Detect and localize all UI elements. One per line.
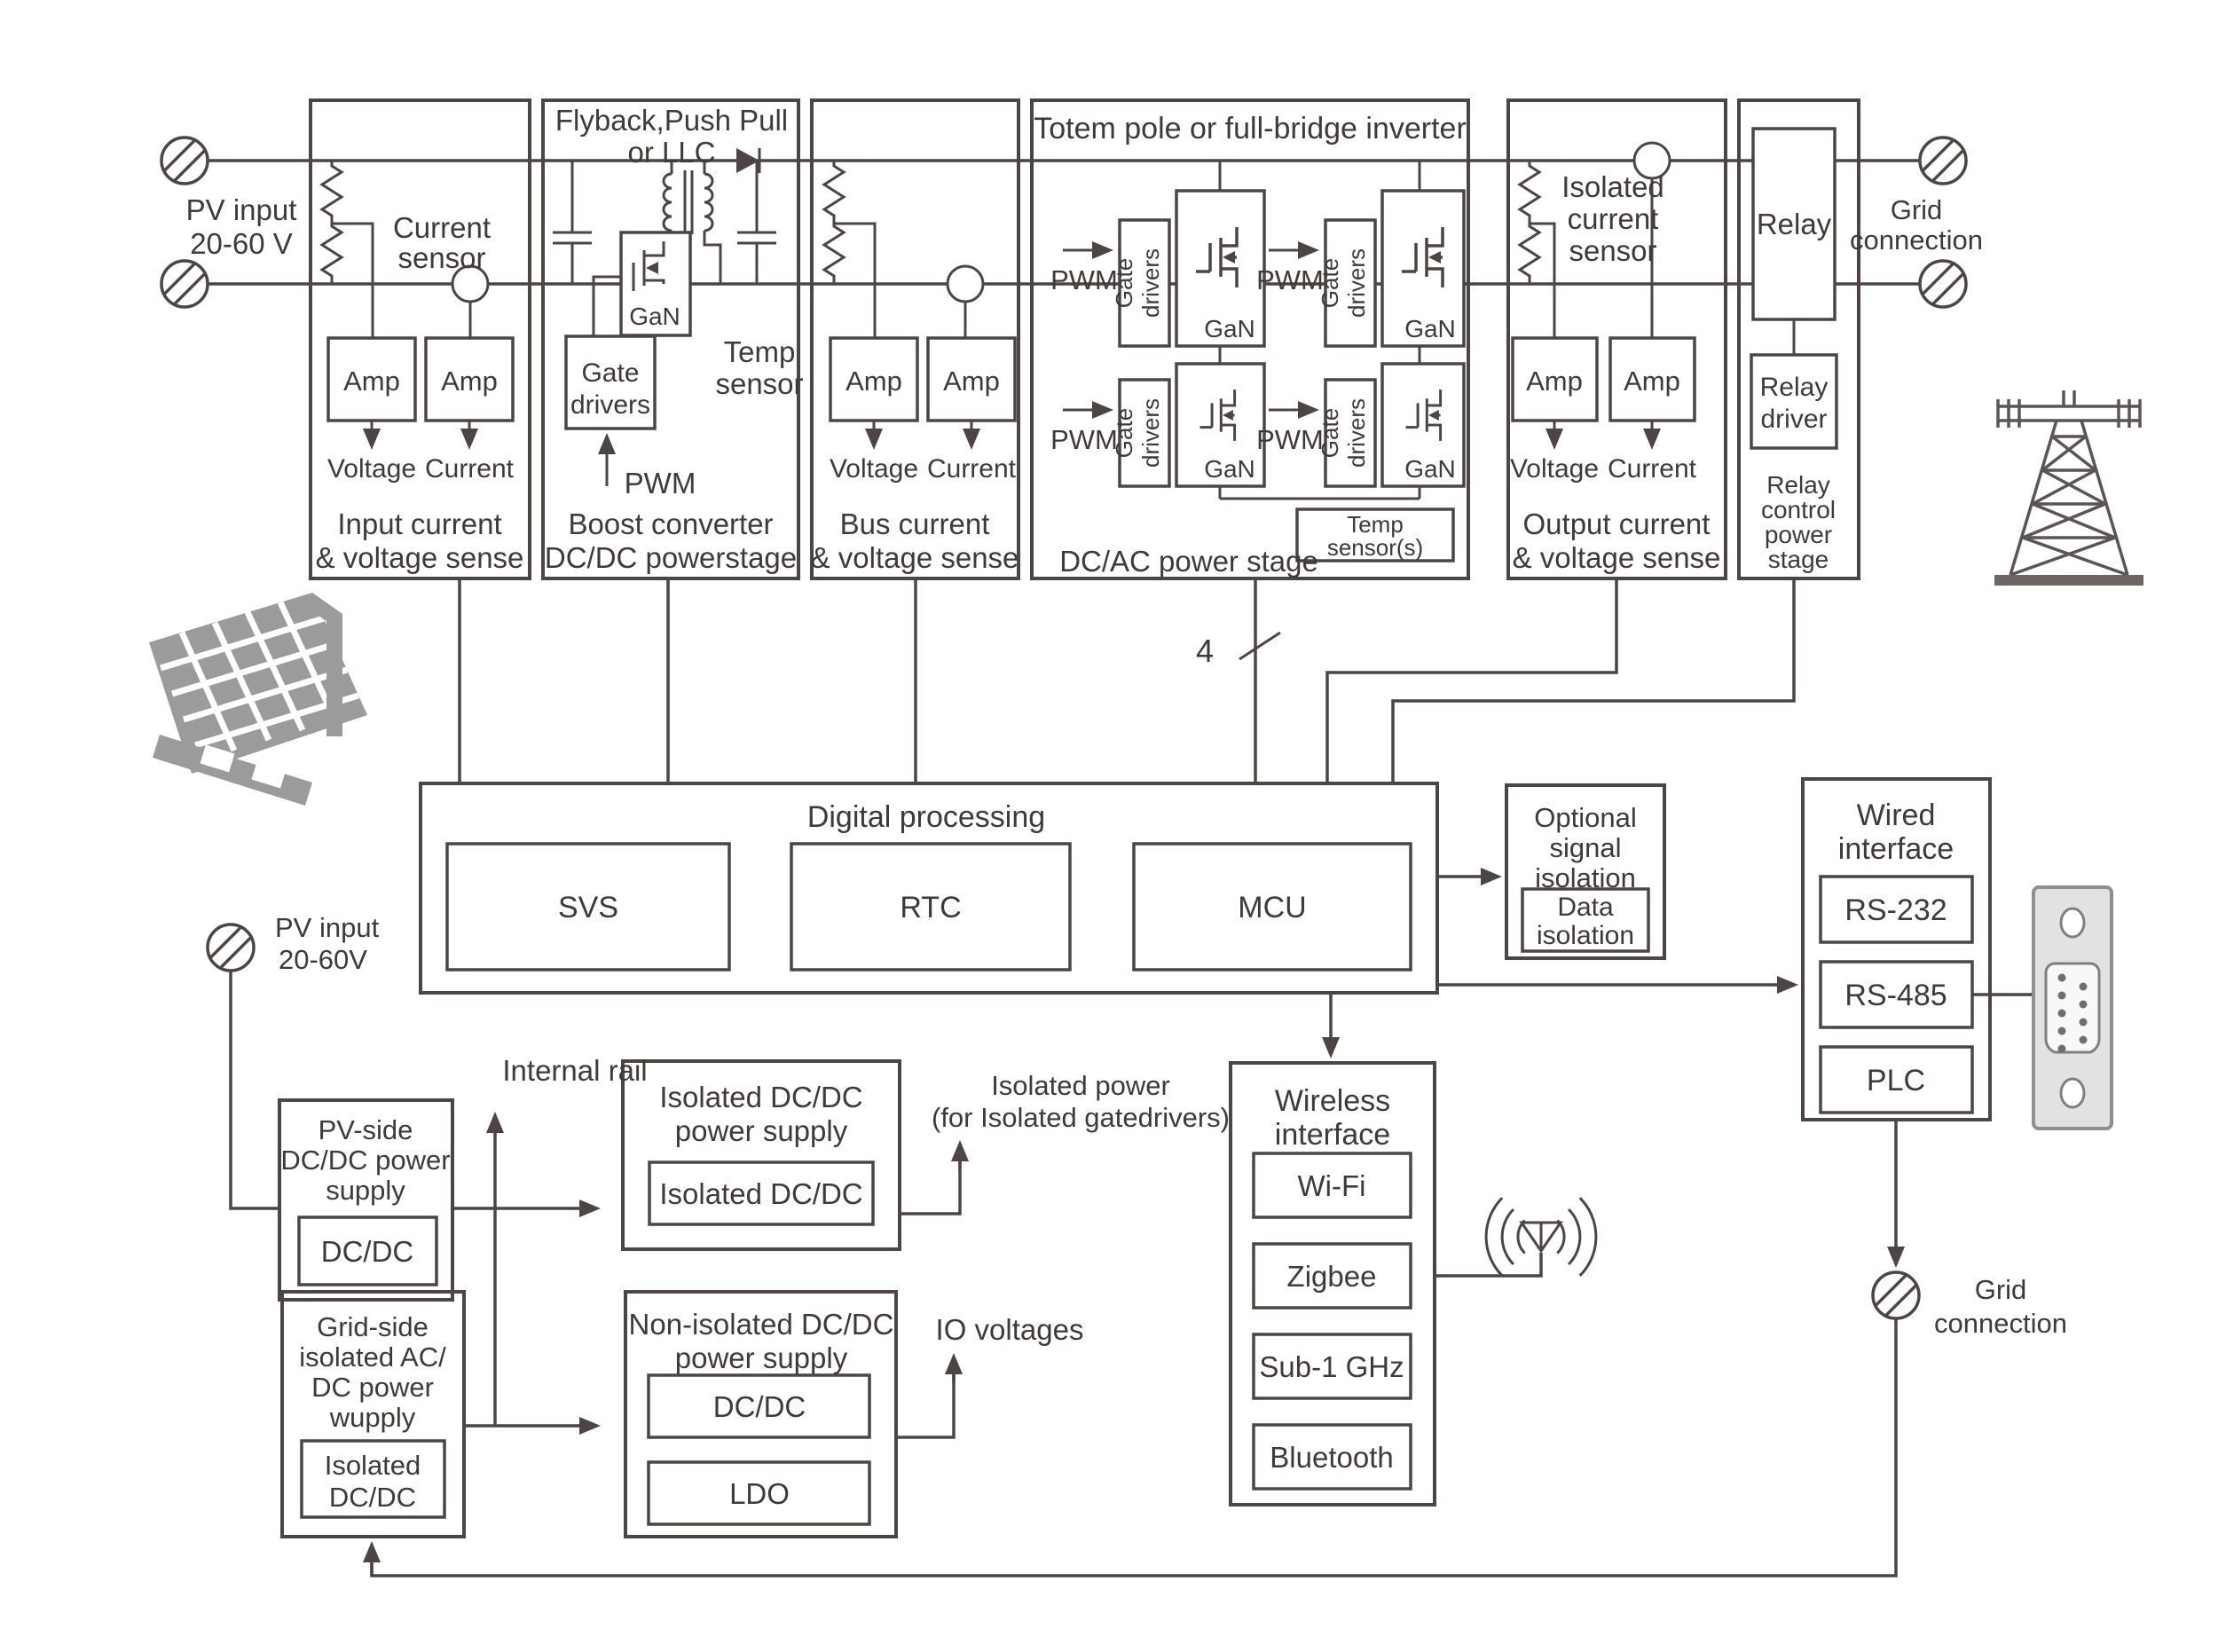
relay-label: Relay <box>1756 208 1832 240</box>
wire <box>1393 578 1794 783</box>
isolated-sensor-label: Isolated <box>1561 170 1664 203</box>
current-label: Current <box>1607 454 1697 484</box>
osi-title: signal <box>1549 832 1622 863</box>
pv-input-bottom-label: PV input <box>275 912 380 943</box>
voltage-label: Voltage <box>1509 454 1600 484</box>
pv-side-title: PV-side <box>318 1114 413 1145</box>
osi-title: Optional <box>1534 802 1637 833</box>
grid-side-title: Grid-side <box>317 1311 429 1342</box>
db9-connector-icon <box>2033 887 2112 1129</box>
voltage-label: Voltage <box>326 454 417 484</box>
gan-label: GaN <box>1404 315 1456 342</box>
current-label: Current <box>926 454 1017 484</box>
amp-label: Amp <box>343 366 400 397</box>
gate-drivers-label-rotated: drivers <box>1137 248 1164 319</box>
pv-terminal-icon <box>161 261 208 307</box>
temp-sensor-label: Temp <box>723 335 796 368</box>
grid-side-title: isolated AC/ <box>299 1341 446 1373</box>
iso-supply-title: Isolated DC/DC <box>659 1081 863 1113</box>
block-title: & voltage sense <box>1512 541 1721 574</box>
zigbee-label: Zigbee <box>1286 1260 1377 1293</box>
pv-input-bottom-label: 20-60V <box>279 944 367 975</box>
gate-drivers-label-rotated: Gate <box>1111 257 1137 309</box>
isolated-dcdc-label: Isolated DC/DC <box>659 1177 863 1210</box>
flyback-label: Flyback,Push Pull <box>554 104 789 137</box>
grid-side-title: wupply <box>329 1402 416 1433</box>
gan-label: GaN <box>629 303 680 330</box>
current-sensor-label: Current <box>392 211 492 244</box>
non-iso-title: Non-isolated DC/DC <box>628 1308 894 1341</box>
current-label: Current <box>424 454 515 484</box>
plc-label: PLC <box>1866 1064 1926 1097</box>
current-sensor-label: sensor <box>397 241 486 274</box>
temp-sensor-label: sensor <box>715 367 804 400</box>
wire <box>834 224 875 338</box>
mcu-label: MCU <box>1238 891 1307 924</box>
gan-label: GaN <box>1204 455 1255 483</box>
pwm-label: PWM <box>1256 424 1324 455</box>
grid-connection-label: Grid <box>1890 194 1943 225</box>
gan-label: GaN <box>1404 455 1456 483</box>
gate-drivers-label-rotated: drivers <box>1343 248 1370 319</box>
pv-side-title: supply <box>326 1175 405 1206</box>
pwm-label: PWM <box>1256 264 1324 295</box>
wireless-interface-title: Wireless <box>1274 1084 1391 1118</box>
grid-terminal-icon <box>1873 1272 1919 1318</box>
gate-drivers-label-rotated: Gate <box>1317 407 1343 459</box>
isolated-power-label: (for Isolated gatedrivers) <box>932 1102 1230 1133</box>
block-title: DC/DC powerstage <box>544 541 798 574</box>
gate-drivers-label-rotated: drivers <box>1343 397 1370 468</box>
pv-terminal-icon <box>161 138 208 184</box>
wire <box>1435 1253 1541 1276</box>
current-sensor-icon <box>948 266 983 302</box>
gate-drivers-label-rotated: Gate <box>1111 407 1137 459</box>
grid-connection-bottom-label: Grid <box>1974 1274 2027 1305</box>
grid-connection-label: connection <box>1850 224 1983 256</box>
block-title: & voltage sense <box>315 541 524 574</box>
pwm-label: PWM <box>624 467 696 500</box>
wire <box>372 1318 1896 1576</box>
sub1ghz-label: Sub-1 GHz <box>1259 1350 1404 1383</box>
gan-label: GaN <box>1204 315 1255 342</box>
rtc-label: RTC <box>900 891 962 924</box>
pwm-label: PWM <box>1050 264 1118 295</box>
block-title: DC/AC power stage <box>1059 545 1318 578</box>
temp-sensors-label: Temp <box>1347 511 1404 538</box>
gate-drivers-label-rotated: drivers <box>1137 397 1164 468</box>
rs232-label: RS-232 <box>1844 893 1947 927</box>
bus-slash <box>1239 633 1280 659</box>
bluetooth-label: Bluetooth <box>1270 1441 1394 1474</box>
block-title: Boost converter <box>568 507 774 540</box>
wire <box>231 971 279 1208</box>
block-title: control <box>1760 496 1837 523</box>
amp-label: Amp <box>846 366 902 397</box>
internal-rail-label: Internal rail <box>502 1054 648 1087</box>
wire <box>1530 224 1554 338</box>
isolated-power-label: Isolated power <box>991 1070 1170 1101</box>
block-title: Relay <box>1766 471 1830 499</box>
amp-label: Amp <box>1526 366 1583 397</box>
grid-terminal-icon <box>1920 261 1966 307</box>
pwm-label: PWM <box>1050 424 1118 455</box>
osi-title: isolation <box>1535 862 1636 893</box>
gate-drivers-label: drivers <box>570 390 651 420</box>
flyback-label: or LLC <box>627 136 716 169</box>
pv-side-title: DC/DC power <box>280 1145 451 1176</box>
block-title: power <box>1764 521 1833 548</box>
svs-label: SVS <box>557 891 619 924</box>
ldo-label: LDO <box>729 1477 790 1510</box>
iso-supply-title: power supply <box>674 1114 848 1147</box>
solar-panel-icon <box>149 593 367 806</box>
pv-input-label: 20-60 V <box>190 227 293 260</box>
dcdc-label: DC/DC <box>320 1235 414 1268</box>
data-isolation-label: Data <box>1557 893 1614 922</box>
amp-label: Amp <box>441 366 498 397</box>
wired-interface-title: interface <box>1837 832 1955 866</box>
digital-processing-title: Digital processing <box>806 800 1046 834</box>
isolated-sensor-label: sensor <box>1569 234 1657 267</box>
block-title: & voltage sense <box>810 541 1019 574</box>
block-title: Input current <box>337 507 502 540</box>
isolated-dcdc-label: Isolated <box>324 1450 421 1481</box>
wire <box>332 224 373 338</box>
gate-drivers-label: Gate <box>581 358 640 388</box>
grid-terminal-icon <box>1920 138 1966 184</box>
data-isolation-label: isolation <box>1536 921 1635 950</box>
pv-input-label: PV input <box>185 193 297 226</box>
gate-drivers-label-rotated: Gate <box>1317 257 1343 309</box>
amp-label: Amp <box>1624 366 1680 397</box>
wire <box>1327 578 1616 783</box>
dcdc-label: DC/DC <box>712 1390 806 1423</box>
wired-interface-title: Wired <box>1856 798 1936 832</box>
isolated-sensor-label: current <box>1567 202 1659 235</box>
transmission-tower-icon <box>1994 390 2143 586</box>
io-voltages-label: IO voltages <box>935 1313 1084 1346</box>
grid-connection-bottom-label: connection <box>1934 1308 2067 1339</box>
inverter-header: Totem pole or full-bridge inverter <box>1034 112 1467 146</box>
block-title: Output current <box>1522 507 1711 540</box>
non-iso-title: power supply <box>674 1341 848 1374</box>
pv-terminal-icon <box>208 924 254 971</box>
wireless-interface-title: interface <box>1274 1118 1391 1152</box>
bus-width-label: 4 <box>1195 633 1214 669</box>
wire <box>900 1160 960 1214</box>
relay-driver-label: Relay <box>1759 373 1829 402</box>
voltage-label: Voltage <box>829 454 919 484</box>
amp-label: Amp <box>943 366 1000 397</box>
wifi-label: Wi-Fi <box>1297 1169 1366 1202</box>
block-title: stage <box>1767 546 1829 573</box>
isolated-dcdc-label: DC/DC <box>328 1482 417 1513</box>
rs485-label: RS-485 <box>1844 979 1947 1012</box>
block-title: Bus current <box>839 507 990 540</box>
wire <box>896 1373 954 1437</box>
grid-side-title: DC power <box>311 1372 434 1403</box>
relay-driver-label: driver <box>1760 405 1828 434</box>
temp-sensors-label: sensor(s) <box>1326 534 1424 561</box>
